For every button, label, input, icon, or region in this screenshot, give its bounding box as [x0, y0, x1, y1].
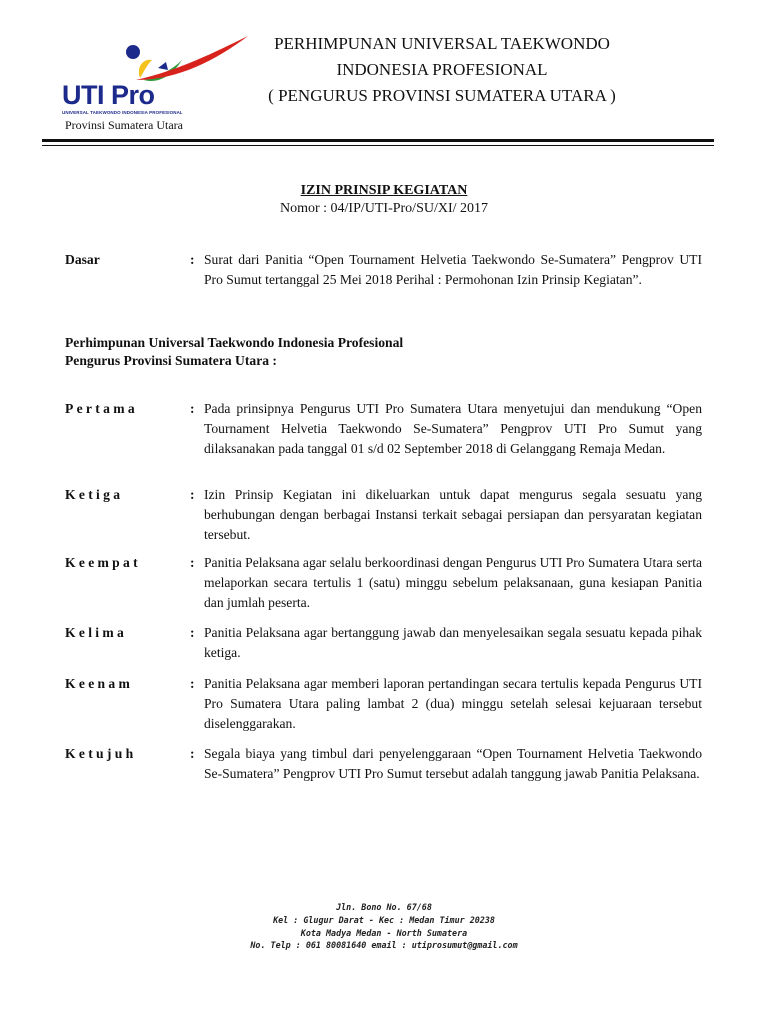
document-number: Nomor : 04/IP/UTI-Pro/SU/XI/ 2017 [279, 201, 489, 216]
recipient-line1: Perhimpunan Universal Taekwondo Indonesia Profesional [65, 335, 404, 350]
dasar-colon: : [190, 252, 195, 267]
item-text: Panitia Pelaksana agar memberi laporan pertandingan secara tertulis kepada Pengurus UTI Pro Sumatera Utara paling lambat 2 (dua) minggu setelah selesai kejuaraan tersebut diselenggarakan. [204, 676, 702, 731]
item-colon: : [190, 676, 195, 691]
footer-address-line2: Kel : Glugur Darat - Kec : Medan Timur 20238 [273, 915, 495, 925]
item-text: Segala biaya yang timbul dari penyelenggaraan “Open Tournament Helvetia Taekwondo Se-Sumatera” Pengprov UTI Pro Sumut tersebut adalah tanggung jawab Panitia Pelaksana. [204, 746, 702, 781]
item-label: Ketiga [65, 487, 124, 502]
item-text: Panitia Pelaksana agar selalu berkoordinasi dengan Pengurus UTI Pro Sumatera Utara serta melaporkan secara tertulis 1 (satu) minggu sebelum pelaksanaan, guna kesiapan Panitia dan jumlah peserta. [204, 555, 702, 610]
org-name-line1: PERHIMPUNAN UNIVERSAL TAEKWONDO [274, 34, 610, 53]
item-label: Keenam [65, 676, 134, 691]
item-label: Kelima [65, 625, 128, 640]
letterhead-divider-thick [42, 139, 714, 142]
item-label: Keempat [65, 555, 141, 570]
footer-contact-line: No. Telp : 061 80081640 email : utiprosumut@gmail.com [250, 940, 518, 950]
item-text: Panitia Pelaksana agar bertanggung jawab dan menyelesaikan segala sesuatu kepada pihak ketiga. [204, 625, 702, 660]
org-name-line3: ( PENGURUS PROVINSI SUMATERA UTARA ) [268, 86, 616, 105]
item-text: Izin Prinsip Kegiatan ini dikeluarkan untuk dapat mengurus segala sesuatu yang berhubungan dengan berbagai Instansi terkait sebagai persiapan dan persyaratan kegiatan tersebut. [204, 487, 702, 542]
document-title: IZIN PRINSIP KEGIATAN [300, 183, 468, 198]
recipient-line2: Pengurus Provinsi Sumatera Utara : [65, 353, 277, 368]
dasar-label: Dasar [65, 252, 100, 267]
logo-tagline: UNIVERSAL TAEKWONDO INDONESIA PROFESIONAL [62, 110, 183, 115]
item-colon: : [190, 625, 195, 640]
item-text: Pada prinsipnya Pengurus UTI Pro Sumatera Utara menyetujui dan mendukung “Open Tournament Helvetia Taekwondo Se-Sumatera” Pengprov UTI Pro Sumut yang dilaksanakan pada tanggal 01 s/d 02 September 2018 di Gelanggang Remaja Medan. [204, 401, 702, 456]
item-label: Pertama [65, 401, 138, 416]
footer-address-line1: Jln. Bono No. 67/68 [336, 902, 432, 912]
item-colon: : [190, 555, 195, 570]
item-colon: : [190, 746, 195, 761]
item-colon: : [190, 401, 195, 416]
item-label: Ketujuh [65, 746, 137, 761]
dasar-text: Surat dari Panitia “Open Tournament Helvetia Taekwondo Se-Sumatera” Pengprov UTI Pro Sumut tertanggal 25 Mei 2018 Perihal : Permohonan Izin Prinsip Kegiatan”. [204, 252, 702, 287]
logo-province: Provinsi Sumatera Utara [65, 118, 183, 132]
item-colon: : [190, 487, 195, 502]
org-name-line2: INDONESIA PROFESIONAL [336, 60, 548, 79]
letterhead-divider-thin [42, 145, 714, 146]
logo-text: UTI Pro [62, 80, 155, 110]
footer-address-line3: Kota Madya Medan - North Sumatera [300, 928, 468, 938]
